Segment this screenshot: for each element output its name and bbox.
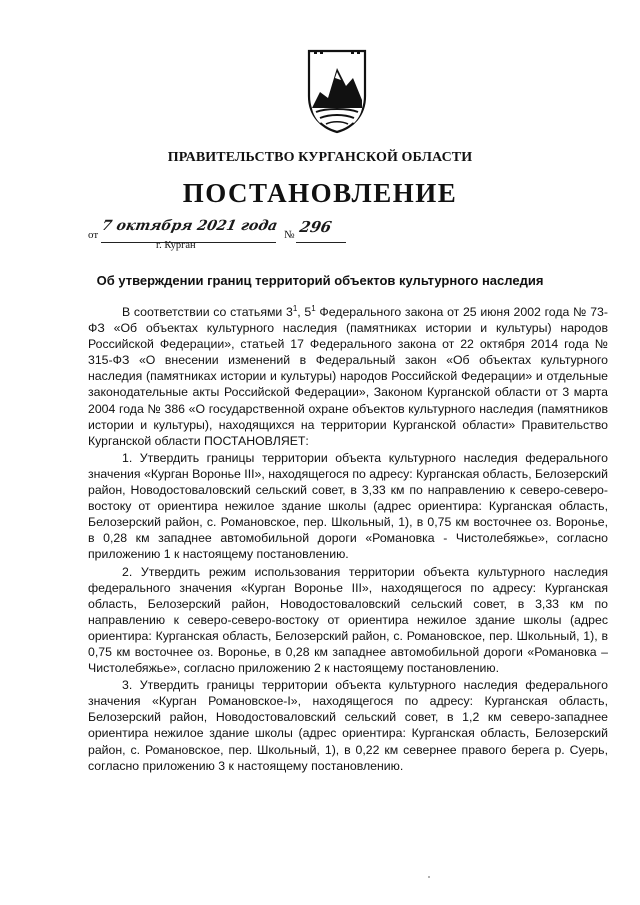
preamble-paragraph: В соответствии со статьями $3^1$, $5^1$ Федерального закона от 25 июня 2002 года № 73-ФЗ «Об объектах культурного наследия (памятниках истории и культуры) народов Российской Федерации», статьей 17 Федерального закона от 22 октября 2014 года № 315-ФЗ «О внесении изменений в Федеральный закон «Об объектах культурного наследия (памятниках истории и культуры) народов Российской Федерации» и отдельные законодательные акты Российской Федерации», Законом Курганской области от 3 марта 2004 года № 386 «О государственной охране объектов культурного наследия (памятников истории и культуры), находящихся на территории Курганской области» Правительство Курганской области ПОСТАНОВЛЯЕТ: [88, 303, 608, 448]
superscript: 1 [311, 303, 316, 313]
number-label: № [284, 229, 295, 241]
city: г. Курган [156, 240, 196, 251]
government-name: ПРАВИТЕЛЬСТВО КУРГАНСКОЙ ОБЛАСТИ [167, 150, 473, 165]
scan-speck [428, 876, 430, 878]
document-subject: Об утверждении границ территорий объектов культурного наследия [96, 273, 544, 288]
number-underline [296, 242, 346, 243]
dateline [88, 216, 368, 256]
item-paragraph-2: 2. Утвердить режим использования территории объекта культурного наследия федерального значения «Курган Воронье III», находящегося по адресу: Курганская область, Белозерский район, Новодостоваловский сельский совет, в 3,33 км по направлению к северо-северо-востоку от ориентира нежилое здание школы (адрес ориентира: Курганская область, Белозерский район, с. Романовское, пер. Школьный, 1), в 0,75 км восточнее оз. Воронье, в 0,28 км западнее автомобильной дороги «Романовка – Чистолебяжье», согласно приложению 2 к настоящему постановлению. [88, 564, 608, 676]
handwritten-number: 296 [298, 218, 334, 236]
handwritten-date: 7 октября 2021 года [100, 218, 279, 234]
coat-of-arms-icon [306, 48, 368, 134]
date-prefix: от [88, 229, 99, 241]
document-title: ПОСТАНОВЛЕНИЕ [182, 178, 458, 208]
superscript: 1 [292, 303, 298, 313]
item-paragraph-1: 1. Утвердить границы территории объекта культурного наследия федерального значения «Курган Воронье III», находящегося по адресу: Курганская область, Белозерский район, Новодостоваловский сельский совет, в 3,33 км по направлению к северо-северо-востоку от ориентира нежилое здание школы (адрес ориентира: Курганская область, Белозерский район, с. Романовское, пер. Школьный, 1), в 0,75 км восточнее оз. Воронье, в 0,28 км западнее автомобильной дороги «Романовка - Чистолебяжье», согласно приложению 1 к настоящему постановлению. [88, 450, 608, 562]
document-body [88, 304, 608, 775]
item-paragraph-3: 3. Утвердить границы территории объекта культурного наследия федерального значения «Курган Романовское-I», находящегося по адресу: Курганская область, Белозерский район, Новодостоваловский сельский совет, в 1,2 км северо-западнее ориентира нежилое здание школы (адрес ориентира: Курганская область, Белозерский район, с. Романовское, пер. Школьный, 1), в 0,22 км севернее правого берега р. Суерь, согласно приложению 3 к настоящему постановлению. [88, 678, 608, 773]
